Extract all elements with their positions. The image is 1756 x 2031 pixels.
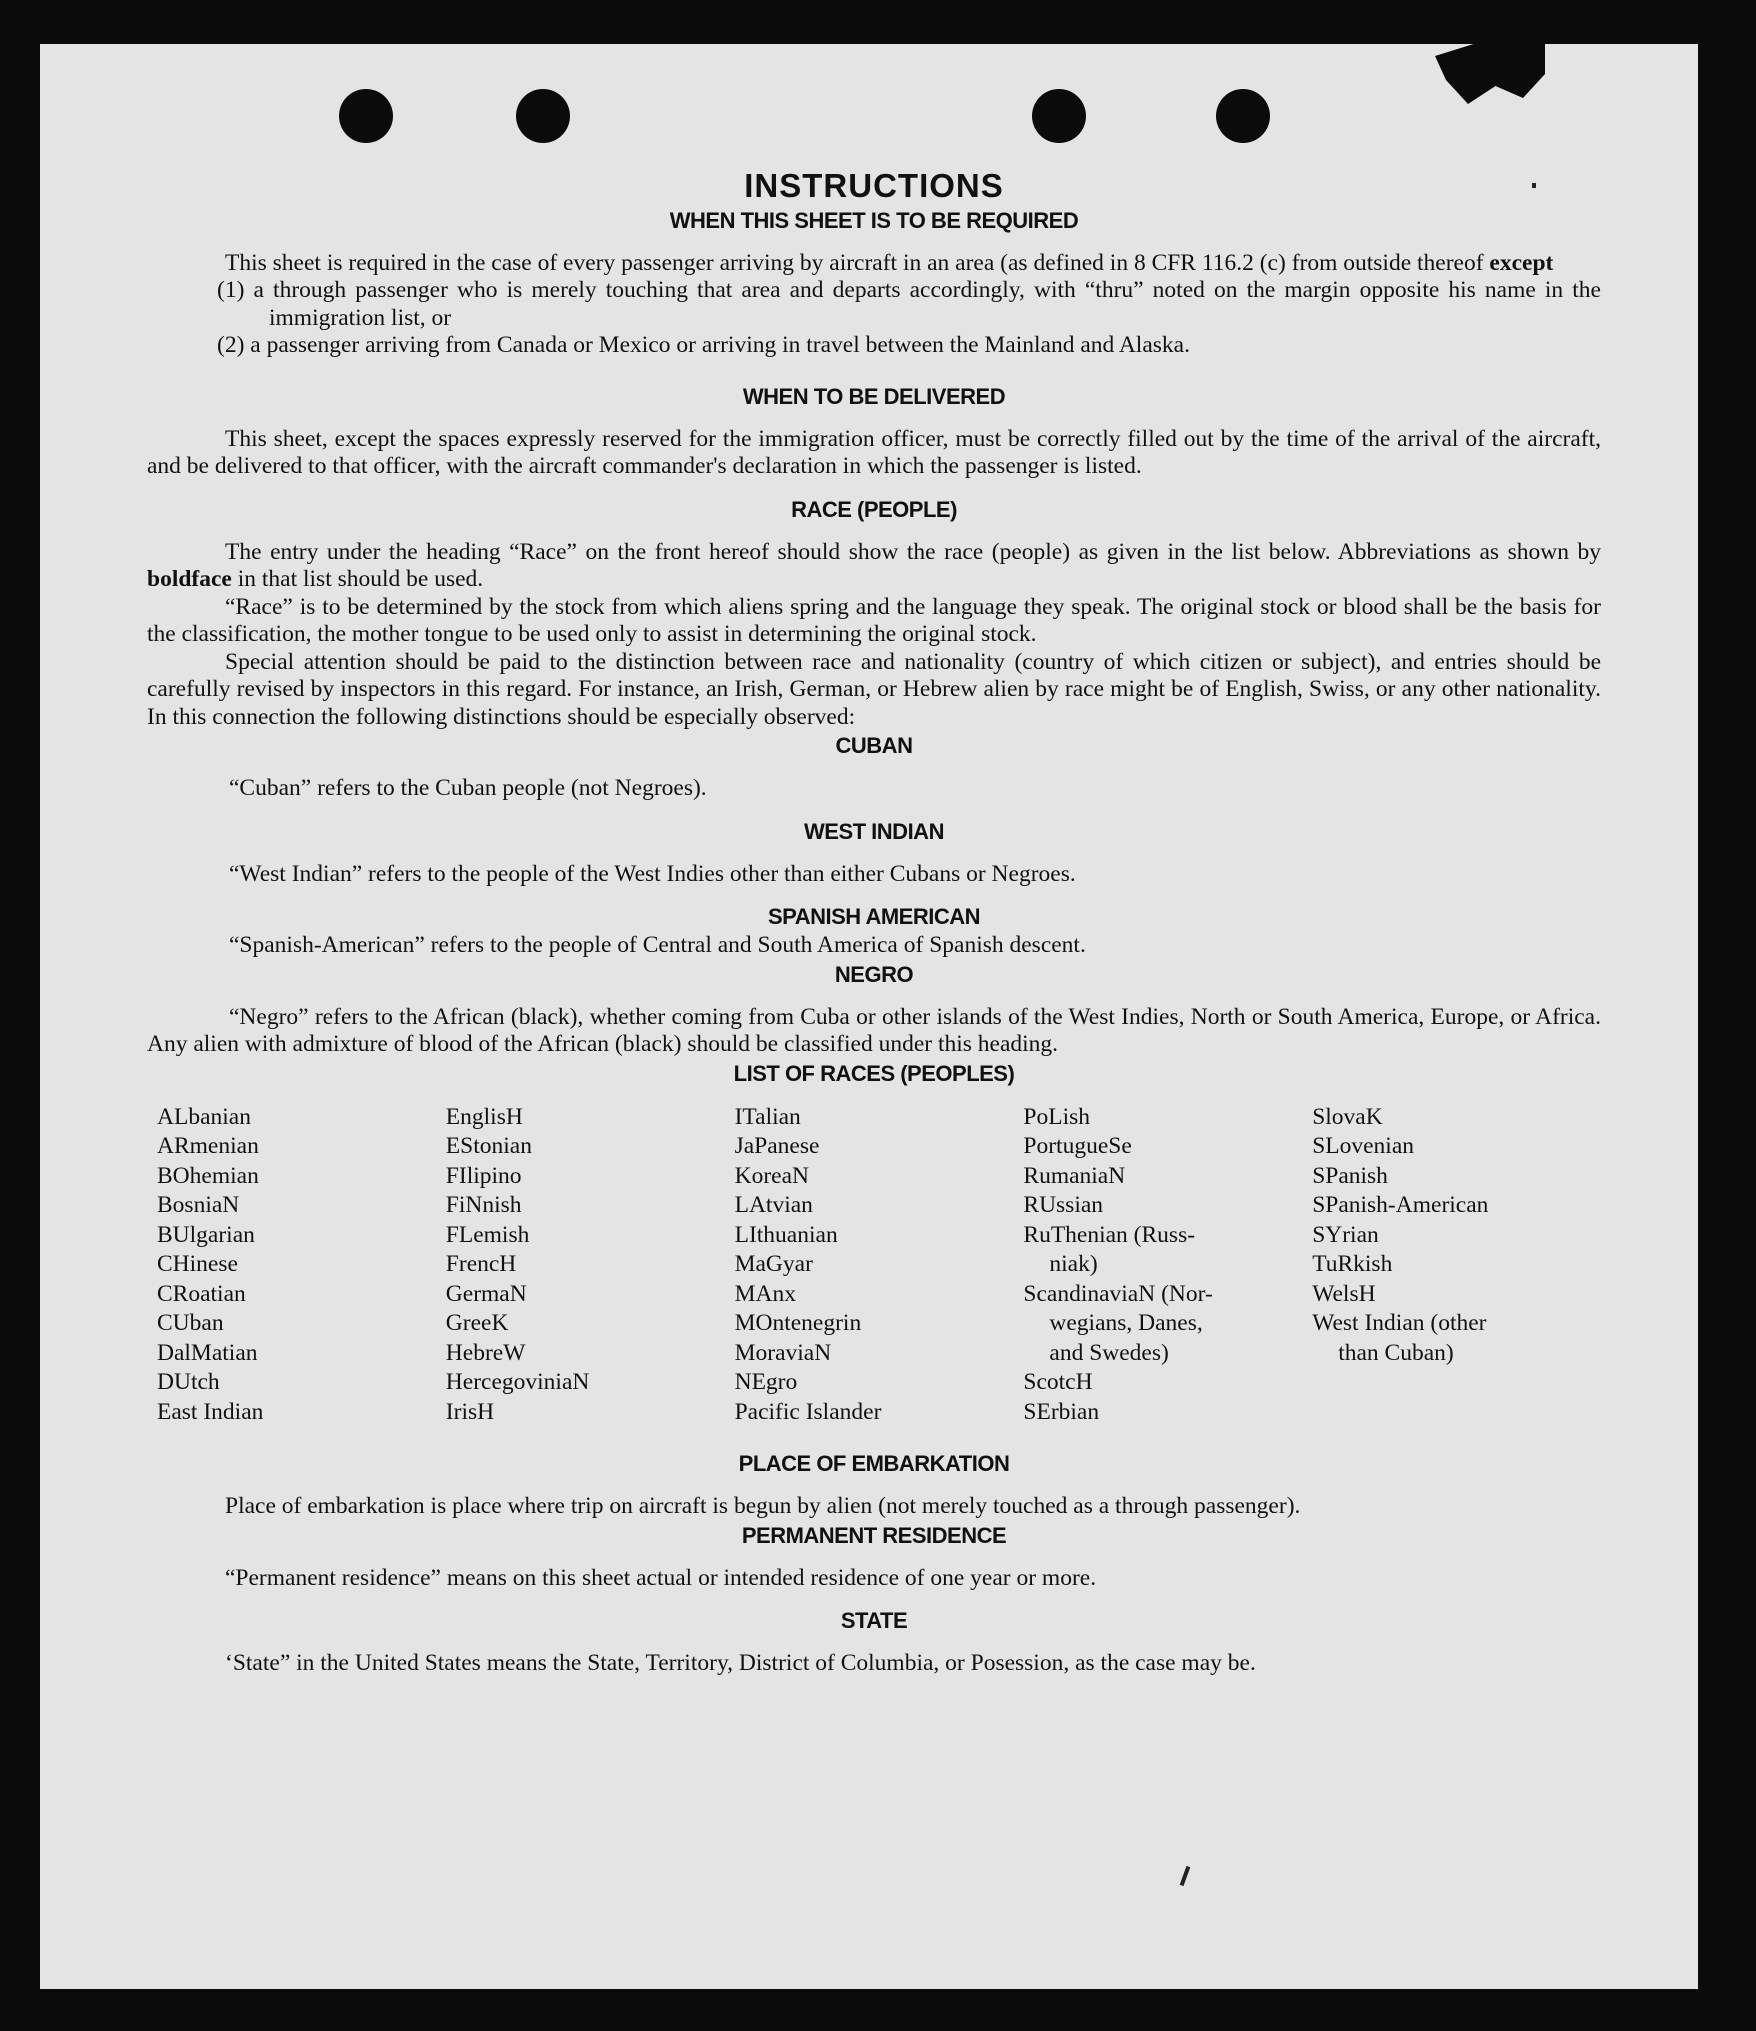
- race-entry: SErbian: [1023, 1398, 1100, 1425]
- race-entry: MoraviaN: [734, 1339, 832, 1366]
- race-entry: PoLish: [1023, 1103, 1090, 1130]
- heading-race: RACE (PEOPLE): [791, 496, 957, 522]
- race-entry: SPanish-American: [1312, 1192, 1489, 1218]
- race-paragraph-1: The entry under the heading “Race” on the front hereof should show the race (people) as given in the list below. Abbreviations as shown by boldface in that list should be used.: [147, 538, 1601, 592]
- race-entry: ScandinaviaN (Nor-: [1023, 1280, 1213, 1307]
- race-entry: niak): [1049, 1251, 1098, 1277]
- negro-text: “Negro” refers to the African (black), whether coming from Cuba or other islands of the West Indies, North or South America, Europe, or Africa. Any alien with admixture of blood of the African (black) should be classified under this heading.: [147, 1003, 1601, 1057]
- state-text: ‘State” in the United States means the State, Territory, District of Columbia, or Posession, as the case may be.: [225, 1650, 1256, 1676]
- heading-place-of-embarkation: PLACE OF EMBARKATION: [738, 1451, 1010, 1476]
- heading-west-indian: WEST INDIAN: [804, 818, 944, 844]
- race-entry: HebreW: [445, 1339, 526, 1366]
- race-entry: DalMatian: [157, 1339, 258, 1366]
- race-entry: RUssian: [1023, 1192, 1104, 1218]
- race-entry: PortugueSe: [1023, 1133, 1132, 1159]
- race-entry: East Indian: [157, 1398, 264, 1425]
- race-column-4: [1023, 1103, 1312, 1428]
- race-entry: HercegoviniaN: [445, 1369, 590, 1395]
- race-entry: and Swedes): [1049, 1339, 1169, 1366]
- race-entry: DUtch: [157, 1369, 220, 1395]
- race-entry: CUban: [157, 1310, 224, 1336]
- heading-list-of-races: LIST OF RACES (PEOPLES): [733, 1060, 1015, 1086]
- cuban-text: “Cuban” refers to the Cuban people (not Negroes).: [229, 775, 707, 801]
- embarkation-text: Place of embarkation is place where trip on aircraft is begun by alien (not merely touched as a through passenger).: [225, 1493, 1301, 1519]
- race-entry: FLemish: [445, 1221, 530, 1248]
- race-entry: FIlipino: [445, 1162, 522, 1189]
- race-entry: CRoatian: [157, 1280, 246, 1307]
- race-entry: SPanish: [1312, 1162, 1388, 1189]
- race-entry: GermaN: [445, 1280, 527, 1307]
- race-entry: BOhemian: [157, 1162, 259, 1189]
- race-entry: GreeK: [445, 1310, 509, 1336]
- race-entry: NEgro: [734, 1369, 798, 1395]
- race-paragraph-2: “Race” is to be determined by the stock from which aliens spring and the language they speak. The original stock or blood shall be the basis for the classification, the mother tongue to be used only to assist in determining the original stock.: [147, 593, 1601, 647]
- race-entry: ALbanian: [157, 1103, 251, 1130]
- required-item-2: (2) a passenger arriving from Canada or Mexico or arriving in travel between the Mainland and Alaska.: [217, 332, 1190, 358]
- instructions-content: [147, 160, 1601, 1678]
- heading-when-required: WHEN THIS SHEET IS TO BE REQUIRED: [669, 207, 1079, 233]
- race-entry: FrencH: [445, 1251, 517, 1277]
- race-entry: WelsH: [1312, 1280, 1376, 1307]
- race-list: [157, 1103, 1601, 1428]
- race-entry: EnglisH: [445, 1103, 523, 1130]
- spanish-american-text: “Spanish-American” refers to the people of Central and South America of Spanish descent.: [229, 932, 1086, 958]
- race-entry: SlovaK: [1312, 1103, 1383, 1130]
- race-entry: SYrian: [1312, 1221, 1379, 1248]
- race-entry: KoreaN: [734, 1162, 809, 1189]
- race-column-3: [735, 1103, 1024, 1428]
- punch-hole-2: [516, 89, 570, 143]
- heading-cuban: CUBAN: [835, 733, 913, 758]
- race-entry: LAtvian: [734, 1192, 813, 1218]
- race-entry: BUlgarian: [157, 1221, 255, 1248]
- required-item-1: (1) a through passenger who is merely touching that area and departs accordingly, with “thru” noted on the margin opposite his name in the immigration list, or: [217, 277, 1601, 331]
- race-entry: wegians, Danes,: [1049, 1310, 1203, 1336]
- race-entry: CHinese: [157, 1251, 238, 1277]
- race-entry: JaPanese: [734, 1133, 820, 1159]
- race-entry: ITalian: [734, 1103, 801, 1130]
- race-entry: RuThenian (Russ-: [1023, 1221, 1196, 1248]
- required-intro: This sheet is required in the case of every passenger arriving by aircraft in an area (as defined in 8 CFR 116.2 (c) from outside thereof except: [225, 249, 1554, 276]
- race-entry: IrisH: [445, 1398, 495, 1425]
- race-entry: FiNnish: [445, 1192, 522, 1218]
- race-entry: RumaniaN: [1023, 1162, 1126, 1189]
- punch-hole-3: [1032, 89, 1086, 143]
- race-entry: ScotcH: [1023, 1369, 1093, 1395]
- race-entry: than Cuban): [1338, 1339, 1454, 1366]
- punch-hole-4: [1216, 89, 1270, 143]
- race-column-5: [1312, 1103, 1601, 1428]
- race-entry: West Indian (other: [1312, 1310, 1487, 1336]
- race-entry: SLovenian: [1312, 1133, 1415, 1159]
- delivered-text: This sheet, except the spaces expressly reserved for the immigration officer, must be correctly filled out by the time of the arrival of the aircraft, and be delivered to that officer, with the aircraft commander's declaration in which the passenger is listed.: [147, 425, 1601, 479]
- race-entry: MaGyar: [734, 1251, 813, 1277]
- page-title: INSTRUCTIONS: [744, 167, 1004, 204]
- dust-speck: [1532, 183, 1536, 188]
- race-entry: ARmenian: [157, 1133, 259, 1159]
- punch-hole-1: [339, 89, 393, 143]
- race-column-2: [446, 1103, 735, 1428]
- race-entry: EStonian: [445, 1133, 532, 1159]
- heading-negro: NEGRO: [834, 961, 914, 987]
- heading-when-delivered: WHEN TO BE DELIVERED: [742, 383, 1006, 409]
- race-entry: LIthuanian: [734, 1221, 838, 1248]
- race-paragraph-3: Special attention should be paid to the distinction between race and nationality (country of which citizen or subject), and entries should be carefully revised by inspectors in this regard. For instance, an Irish, German, or Hebrew alien by race might be of English, Swiss, or any other nationality. In this connection the following distinctions should be especially observed:: [147, 648, 1601, 730]
- heading-permanent-residence: PERMANENT RESIDENCE: [741, 1522, 1007, 1548]
- west-indian-text: “West Indian” refers to the people of the West Indies other than either Cubans or Negroes.: [229, 860, 1076, 887]
- race-entry: BosniaN: [157, 1192, 240, 1218]
- heading-state: STATE: [840, 1608, 908, 1633]
- race-entry: MAnx: [734, 1280, 796, 1307]
- heading-spanish-american: SPANISH AMERICAN: [767, 904, 980, 929]
- race-entry: MOntenegrin: [734, 1310, 862, 1336]
- race-column-1: [157, 1103, 446, 1428]
- residence-text: “Permanent residence” means on this sheet actual or intended residence of one year or more.: [225, 1564, 1097, 1591]
- race-entry: Pacific Islander: [734, 1398, 882, 1425]
- race-entry: TuRkish: [1312, 1251, 1393, 1277]
